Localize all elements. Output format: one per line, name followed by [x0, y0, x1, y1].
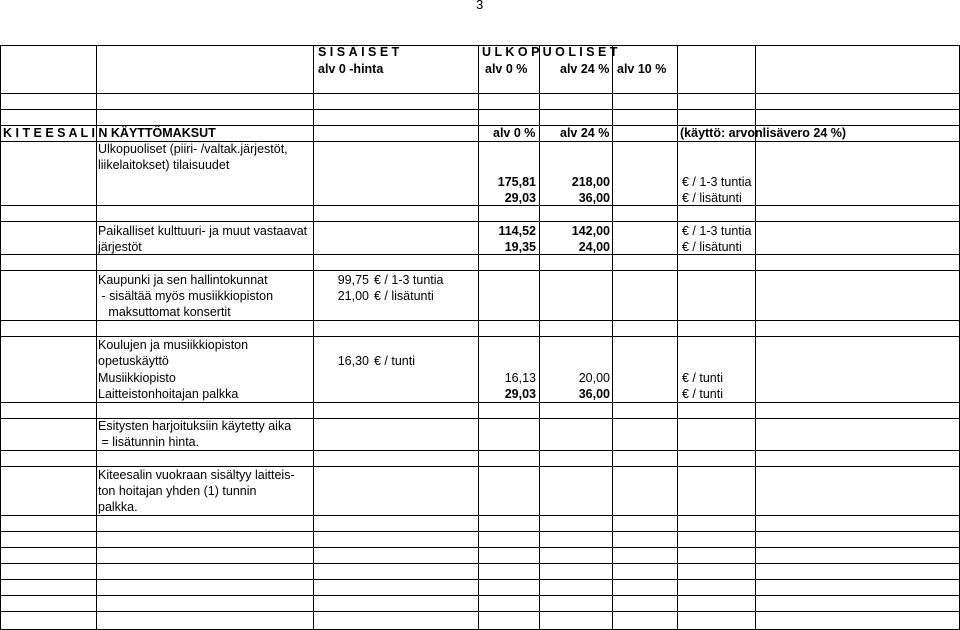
- school-price: 16,30: [337, 354, 369, 368]
- page-number: 3: [476, 0, 484, 12]
- outside-price2-vat24: 36,00: [578, 191, 610, 205]
- outside-price1-unit: € / 1-3 tuntia: [682, 175, 752, 189]
- rent-note-3: palkka.: [98, 500, 138, 514]
- city-price2-unit: € / lisätunti: [374, 289, 434, 303]
- outside-label-1: Ulkopuoliset (piiri- /valtak.järjestöt,: [98, 142, 288, 156]
- local-price1-unit: € / 1-3 tuntia: [682, 224, 752, 238]
- section-title: K I T E E S A L I N KÄYTTÖMAKSUT: [3, 126, 216, 140]
- local-price1-vat0: 114,52: [498, 224, 536, 238]
- rent-note-2: ton hoitajan yhden (1) tunnin: [98, 484, 257, 498]
- local-price2-vat24: 24,00: [578, 240, 610, 254]
- tech-vat24: 36,00: [578, 387, 610, 401]
- col-vat0: alv 0 %: [493, 126, 536, 140]
- music-label: Musiikkiopisto: [98, 371, 176, 385]
- city-price2: 21,00: [337, 289, 369, 303]
- header-ulkopuoliset: U L K O P U O L I S E T: [482, 45, 618, 59]
- school-label-1: Koulujen ja musiikkiopiston: [98, 338, 249, 352]
- music-vat24: 20,00: [578, 371, 610, 385]
- local-price1-vat24: 142,00: [571, 224, 610, 238]
- tech-vat0: 29,03: [504, 387, 536, 401]
- city-label-2: - sisältää myös musiikkiopiston: [98, 289, 274, 303]
- music-unit: € / tunti: [682, 371, 723, 385]
- school-price-unit: € / tunti: [374, 354, 415, 368]
- city-label-1: Kaupunki ja sen hallintokunnat: [98, 273, 268, 287]
- header-vat24: alv 24 %: [560, 62, 610, 76]
- city-label-3: maksuttomat konsertit: [98, 305, 231, 319]
- outside-price2-unit: € / lisätunti: [682, 191, 742, 205]
- header-vat10: alv 10 %: [617, 62, 667, 76]
- header-sisaiset: S I S Ä I S E T: [318, 45, 400, 59]
- col-vat24: alv 24 %: [560, 126, 610, 140]
- vat-note: (käyttö: arvonlisävero 24 %): [680, 126, 847, 140]
- header-vat0-price: alv 0 -hinta: [318, 62, 384, 76]
- outside-label-2: liikelaitokset) tilaisuudet: [98, 158, 230, 172]
- outside-price1-vat24: 218,00: [571, 175, 610, 189]
- city-price1-unit: € / 1-3 tuntia: [374, 273, 444, 287]
- outside-price1-vat0: 175,81: [497, 175, 536, 189]
- local-label-2: järjestöt: [98, 240, 142, 254]
- tech-unit: € / tunti: [682, 387, 723, 401]
- rehearsal-note-2: = lisätunnin hinta.: [98, 435, 200, 449]
- school-label-2: opetuskäyttö: [98, 354, 169, 368]
- rent-note-1: Kiteesalin vuokraan sisältyy laitteis-: [98, 468, 295, 482]
- city-price1: 99,75: [337, 273, 369, 287]
- local-label-1: Paikalliset kulttuuri- ja muut vastaavat: [98, 224, 308, 238]
- local-price2-vat0: 19,35: [504, 240, 536, 254]
- rehearsal-note-1: Esitysten harjoituksiin käytetty aika: [98, 419, 292, 433]
- local-price2-unit: € / lisätunti: [682, 240, 742, 254]
- outside-price2-vat0: 29,03: [504, 191, 536, 205]
- music-vat0: 16,13: [504, 371, 536, 385]
- header-vat0: alv 0 %: [485, 62, 528, 76]
- tech-label: Laitteistonhoitajan palkka: [98, 387, 239, 401]
